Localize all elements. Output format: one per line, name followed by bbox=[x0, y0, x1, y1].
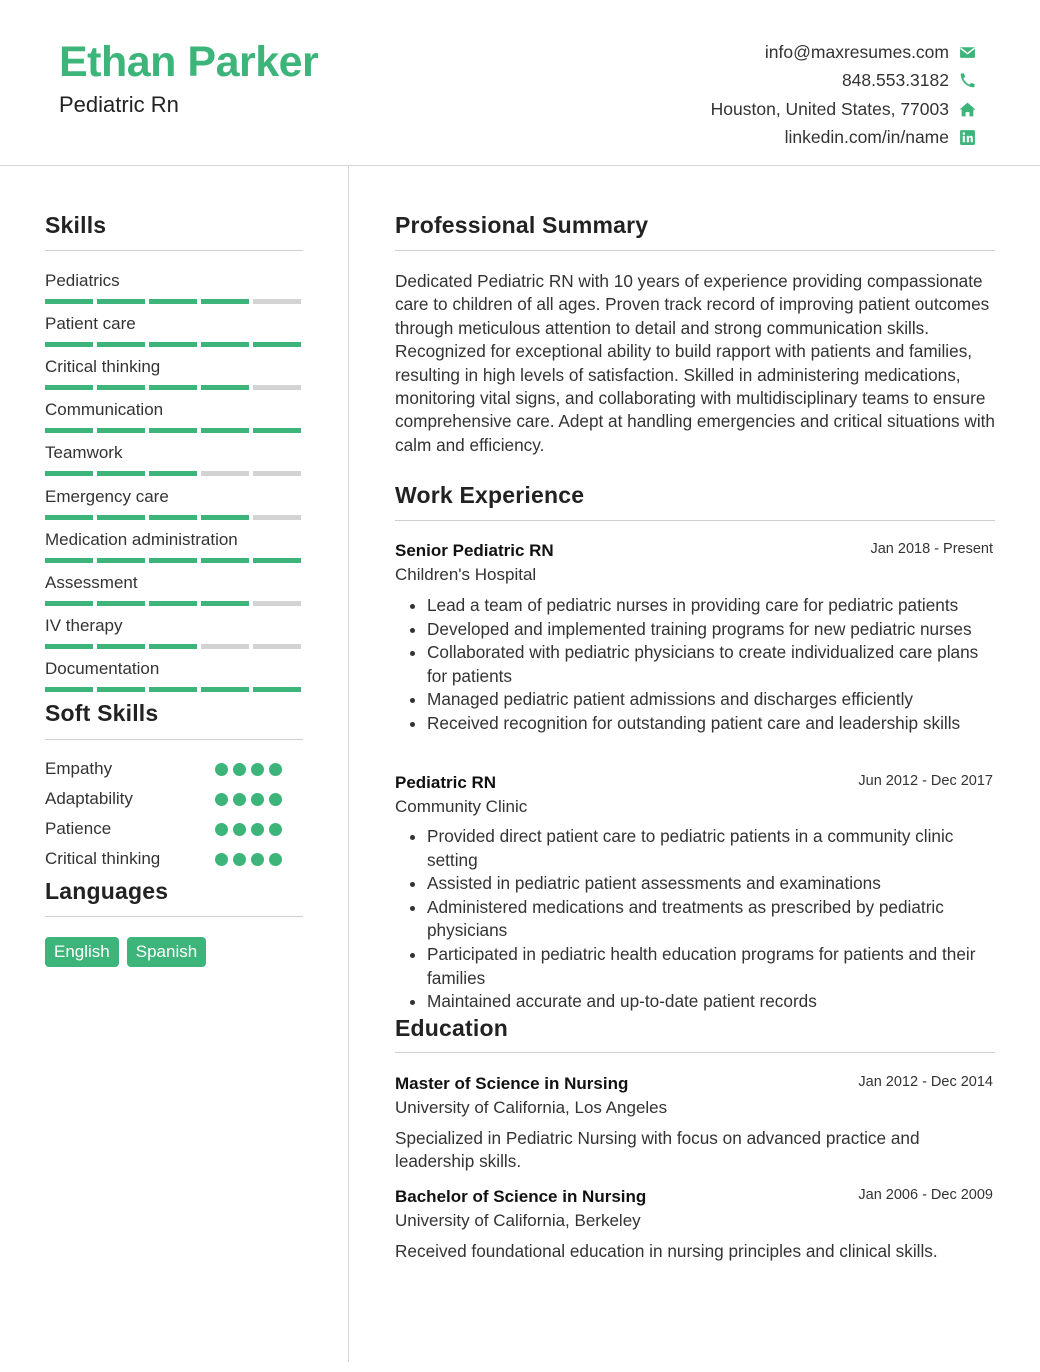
rating-dot bbox=[269, 763, 282, 776]
skill-level-bar bbox=[45, 299, 303, 304]
education-entry bbox=[395, 1187, 995, 1231]
skill-level-segment bbox=[201, 342, 249, 347]
summary-divider bbox=[395, 250, 995, 251]
skill-level-segment bbox=[149, 471, 197, 476]
skill-level-segment bbox=[149, 558, 197, 563]
languages-divider bbox=[45, 916, 303, 917]
skill-level-segment bbox=[253, 687, 301, 692]
rating-dot bbox=[233, 793, 246, 806]
column-divider bbox=[348, 166, 349, 1362]
skill-level-segment bbox=[253, 515, 301, 520]
skill-level-segment bbox=[253, 385, 301, 390]
skill-level-segment bbox=[97, 299, 145, 304]
soft-skill-item bbox=[45, 849, 303, 869]
skill-item bbox=[45, 270, 303, 304]
list-item: • Received recognition for outstanding patient care and leadership skills bbox=[427, 712, 997, 736]
job-organization: Children's Hospital bbox=[395, 565, 537, 584]
skill-level-bar bbox=[45, 428, 303, 433]
skill-level-segment bbox=[149, 342, 197, 347]
skill-item bbox=[45, 486, 303, 520]
summary-text: Dedicated Pediatric RN with 10 years of experience providing compassionate care to children of all ages. Proven track record of improving patient outcomes through meticulous attention to detail and strong communication skills. Recognized for exceptional ability to build rapport with patients and families, resulting in high levels of satisfaction. Skilled in administering medications, monitoring vital signs, and collaborating with multidisciplinary teams to ensure comprehensive care. Adept at handling emergencies and critical situations with calm and efficiency. bbox=[395, 271, 995, 455]
skill-level-bar bbox=[45, 471, 303, 476]
rating-dot bbox=[269, 823, 282, 836]
languages-heading: Languages bbox=[45, 878, 169, 904]
skill-level-segment bbox=[149, 385, 197, 390]
skills-divider bbox=[45, 250, 303, 251]
skill-level-segment bbox=[45, 644, 93, 649]
job-bullets bbox=[427, 825, 997, 1014]
soft-skill-name: Adaptability bbox=[45, 789, 133, 808]
skill-level-segment bbox=[149, 644, 197, 649]
rating-dot bbox=[215, 763, 228, 776]
rating-dot bbox=[251, 763, 264, 776]
soft-skills-heading: Soft Skills bbox=[45, 700, 159, 726]
skill-level-segment bbox=[45, 428, 93, 433]
skill-level-segment bbox=[253, 471, 301, 476]
education-description: Specialized in Pediatric Nursing with focus on advanced practice and leadership skills. bbox=[395, 1128, 920, 1172]
skill-name: Communication bbox=[45, 400, 164, 420]
skill-level-segment bbox=[45, 299, 93, 304]
skill-level-segment bbox=[45, 515, 93, 520]
skill-level-segment bbox=[253, 342, 301, 347]
skill-level-segment bbox=[97, 385, 145, 390]
skill-level-segment bbox=[45, 385, 93, 390]
skill-level-segment bbox=[97, 687, 145, 692]
school-name: University of California, Los Angeles bbox=[395, 1098, 668, 1117]
skill-level-segment bbox=[149, 687, 197, 692]
skill-level-segment bbox=[253, 299, 301, 304]
skill-level-segment bbox=[201, 385, 249, 390]
skill-level-segment bbox=[149, 299, 197, 304]
job-organization: Community Clinic bbox=[395, 797, 528, 816]
skill-item bbox=[45, 313, 303, 347]
skill-level-bar bbox=[45, 601, 303, 606]
degree-title: Bachelor of Science in Nursing bbox=[395, 1187, 647, 1206]
skill-level-segment bbox=[201, 515, 249, 520]
list-item: • Lead a team of pediatric nurses in providing care for pediatric patients bbox=[427, 594, 997, 618]
skill-level-segment bbox=[201, 428, 249, 433]
language-badge: English bbox=[45, 937, 119, 967]
skill-level-segment bbox=[201, 687, 249, 692]
job-date: Jun 2012 - Dec 2017 bbox=[858, 773, 993, 789]
skill-name: Medication administration bbox=[45, 529, 238, 549]
skill-level-segment bbox=[97, 342, 145, 347]
summary-heading: Professional Summary bbox=[395, 212, 649, 238]
job-bullets bbox=[427, 594, 997, 736]
skill-level-segment bbox=[253, 601, 301, 606]
soft-skill-rating bbox=[215, 823, 282, 836]
skill-level-segment bbox=[97, 558, 145, 563]
languages-list bbox=[45, 937, 206, 967]
rating-dot bbox=[269, 853, 282, 866]
skill-level-segment bbox=[201, 299, 249, 304]
skills-heading: Skills bbox=[45, 212, 107, 238]
contact-email[interactable] bbox=[711, 38, 976, 67]
skill-item bbox=[45, 529, 303, 563]
skill-item bbox=[45, 399, 303, 433]
skill-level-segment bbox=[45, 471, 93, 476]
skill-level-segment bbox=[149, 601, 197, 606]
education-entry bbox=[395, 1074, 995, 1118]
linkedin-text: linkedin.com/in/name bbox=[784, 127, 949, 148]
skill-level-segment bbox=[149, 428, 197, 433]
skill-item bbox=[45, 615, 303, 649]
rating-dot bbox=[215, 823, 228, 836]
skill-level-segment bbox=[97, 471, 145, 476]
experience-divider bbox=[395, 520, 995, 521]
contact-block bbox=[711, 38, 976, 152]
skill-level-bar bbox=[45, 687, 303, 692]
list-item: • Managed pediatric patient admissions and discharges efficiently bbox=[427, 688, 997, 712]
phone-text: 848.553.3182 bbox=[841, 70, 949, 91]
skill-level-segment bbox=[201, 471, 249, 476]
list-item: • Assisted in pediatric patient assessments and examinations bbox=[427, 872, 997, 896]
job-date: Jan 2018 - Present bbox=[870, 541, 993, 557]
candidate-name: Ethan Parker bbox=[59, 38, 319, 86]
soft-skill-item bbox=[45, 789, 303, 809]
education-divider bbox=[395, 1052, 995, 1053]
skill-level-segment bbox=[253, 558, 301, 563]
candidate-title: Pediatric Rn bbox=[59, 92, 179, 117]
school-name: University of California, Berkeley bbox=[395, 1211, 641, 1230]
skill-item bbox=[45, 572, 303, 606]
envelope-icon bbox=[958, 43, 976, 61]
skill-level-segment bbox=[97, 601, 145, 606]
skill-level-segment bbox=[253, 644, 301, 649]
job-entry bbox=[395, 773, 995, 817]
skill-name: Teamwork bbox=[45, 443, 123, 463]
skill-level-bar bbox=[45, 558, 303, 563]
skill-name: IV therapy bbox=[45, 615, 123, 635]
language-badge: Spanish bbox=[127, 937, 206, 967]
skill-item bbox=[45, 356, 303, 390]
list-item: • Participated in pediatric health education programs for patients and their families bbox=[427, 943, 997, 990]
skill-name: Critical thinking bbox=[45, 357, 161, 377]
rating-dot bbox=[251, 793, 264, 806]
soft-skill-name: Empathy bbox=[45, 759, 113, 778]
skill-level-segment bbox=[97, 515, 145, 520]
skill-level-segment bbox=[97, 644, 145, 649]
degree-title: Master of Science in Nursing bbox=[395, 1074, 629, 1093]
skill-level-bar bbox=[45, 385, 303, 390]
list-item: • Provided direct patient care to pediatric patients in a community clinic setting bbox=[427, 825, 997, 872]
contact-phone[interactable] bbox=[711, 67, 976, 96]
experience-heading: Work Experience bbox=[395, 482, 585, 508]
soft-skills-divider bbox=[45, 739, 303, 740]
address-text: Houston, United States, 77003 bbox=[710, 98, 949, 119]
skill-level-segment bbox=[201, 644, 249, 649]
soft-skill-rating bbox=[215, 793, 282, 806]
soft-skill-name: Patience bbox=[45, 819, 112, 838]
rating-dot bbox=[233, 763, 246, 776]
skill-level-segment bbox=[201, 558, 249, 563]
skill-level-bar bbox=[45, 342, 303, 347]
resume-header bbox=[0, 0, 1040, 166]
skill-level-segment bbox=[201, 601, 249, 606]
soft-skill-rating bbox=[215, 853, 282, 866]
skill-level-bar bbox=[45, 644, 303, 649]
skill-name: Patient care bbox=[45, 314, 136, 334]
skill-name: Pediatrics bbox=[45, 271, 120, 290]
rating-dot bbox=[251, 823, 264, 836]
rating-dot bbox=[233, 853, 246, 866]
skill-level-segment bbox=[253, 428, 301, 433]
skill-level-segment bbox=[149, 515, 197, 520]
phone-icon bbox=[958, 72, 976, 90]
job-title: Pediatric RN bbox=[395, 773, 497, 792]
education-date: Jan 2006 - Dec 2009 bbox=[858, 1187, 993, 1203]
list-item: • Collaborated with pediatric physicians to create individualized care plans for patients bbox=[427, 641, 997, 688]
home-icon bbox=[958, 100, 976, 118]
email-text: info@maxresumes.com bbox=[764, 41, 949, 62]
job-title: Senior Pediatric RN bbox=[395, 541, 554, 560]
linkedin-icon bbox=[958, 129, 976, 147]
soft-skill-name: Critical thinking bbox=[45, 849, 161, 868]
education-date: Jan 2012 - Dec 2014 bbox=[858, 1074, 993, 1090]
list-item: • Developed and implemented training programs for new pediatric nurses bbox=[427, 618, 997, 642]
contact-address bbox=[711, 95, 976, 124]
rating-dot bbox=[215, 793, 228, 806]
soft-skill-item bbox=[45, 819, 303, 839]
list-item: • Administered medications and treatments as prescribed by pediatric physicians bbox=[427, 896, 997, 943]
skill-level-bar bbox=[45, 515, 303, 520]
skill-level-segment bbox=[45, 601, 93, 606]
skill-level-segment bbox=[45, 558, 93, 563]
skill-name: Emergency care bbox=[45, 486, 169, 506]
rating-dot bbox=[233, 823, 246, 836]
job-entry bbox=[395, 541, 995, 585]
education-description: Received foundational education in nursing principles and clinical skills. bbox=[395, 1241, 938, 1261]
rating-dot bbox=[269, 793, 282, 806]
contact-linkedin[interactable] bbox=[711, 124, 976, 153]
skill-level-segment bbox=[45, 342, 93, 347]
skill-level-segment bbox=[97, 428, 145, 433]
skill-name: Assessment bbox=[45, 572, 138, 592]
skill-level-segment bbox=[45, 687, 93, 692]
skill-item bbox=[45, 658, 303, 692]
skill-name: Documentation bbox=[45, 658, 160, 678]
soft-skill-rating bbox=[215, 763, 282, 776]
list-item: • Maintained accurate and up-to-date patient records bbox=[427, 990, 997, 1014]
rating-dot bbox=[215, 853, 228, 866]
education-heading: Education bbox=[395, 1015, 508, 1041]
soft-skill-item bbox=[45, 759, 303, 779]
skill-item bbox=[45, 442, 303, 476]
rating-dot bbox=[251, 853, 264, 866]
